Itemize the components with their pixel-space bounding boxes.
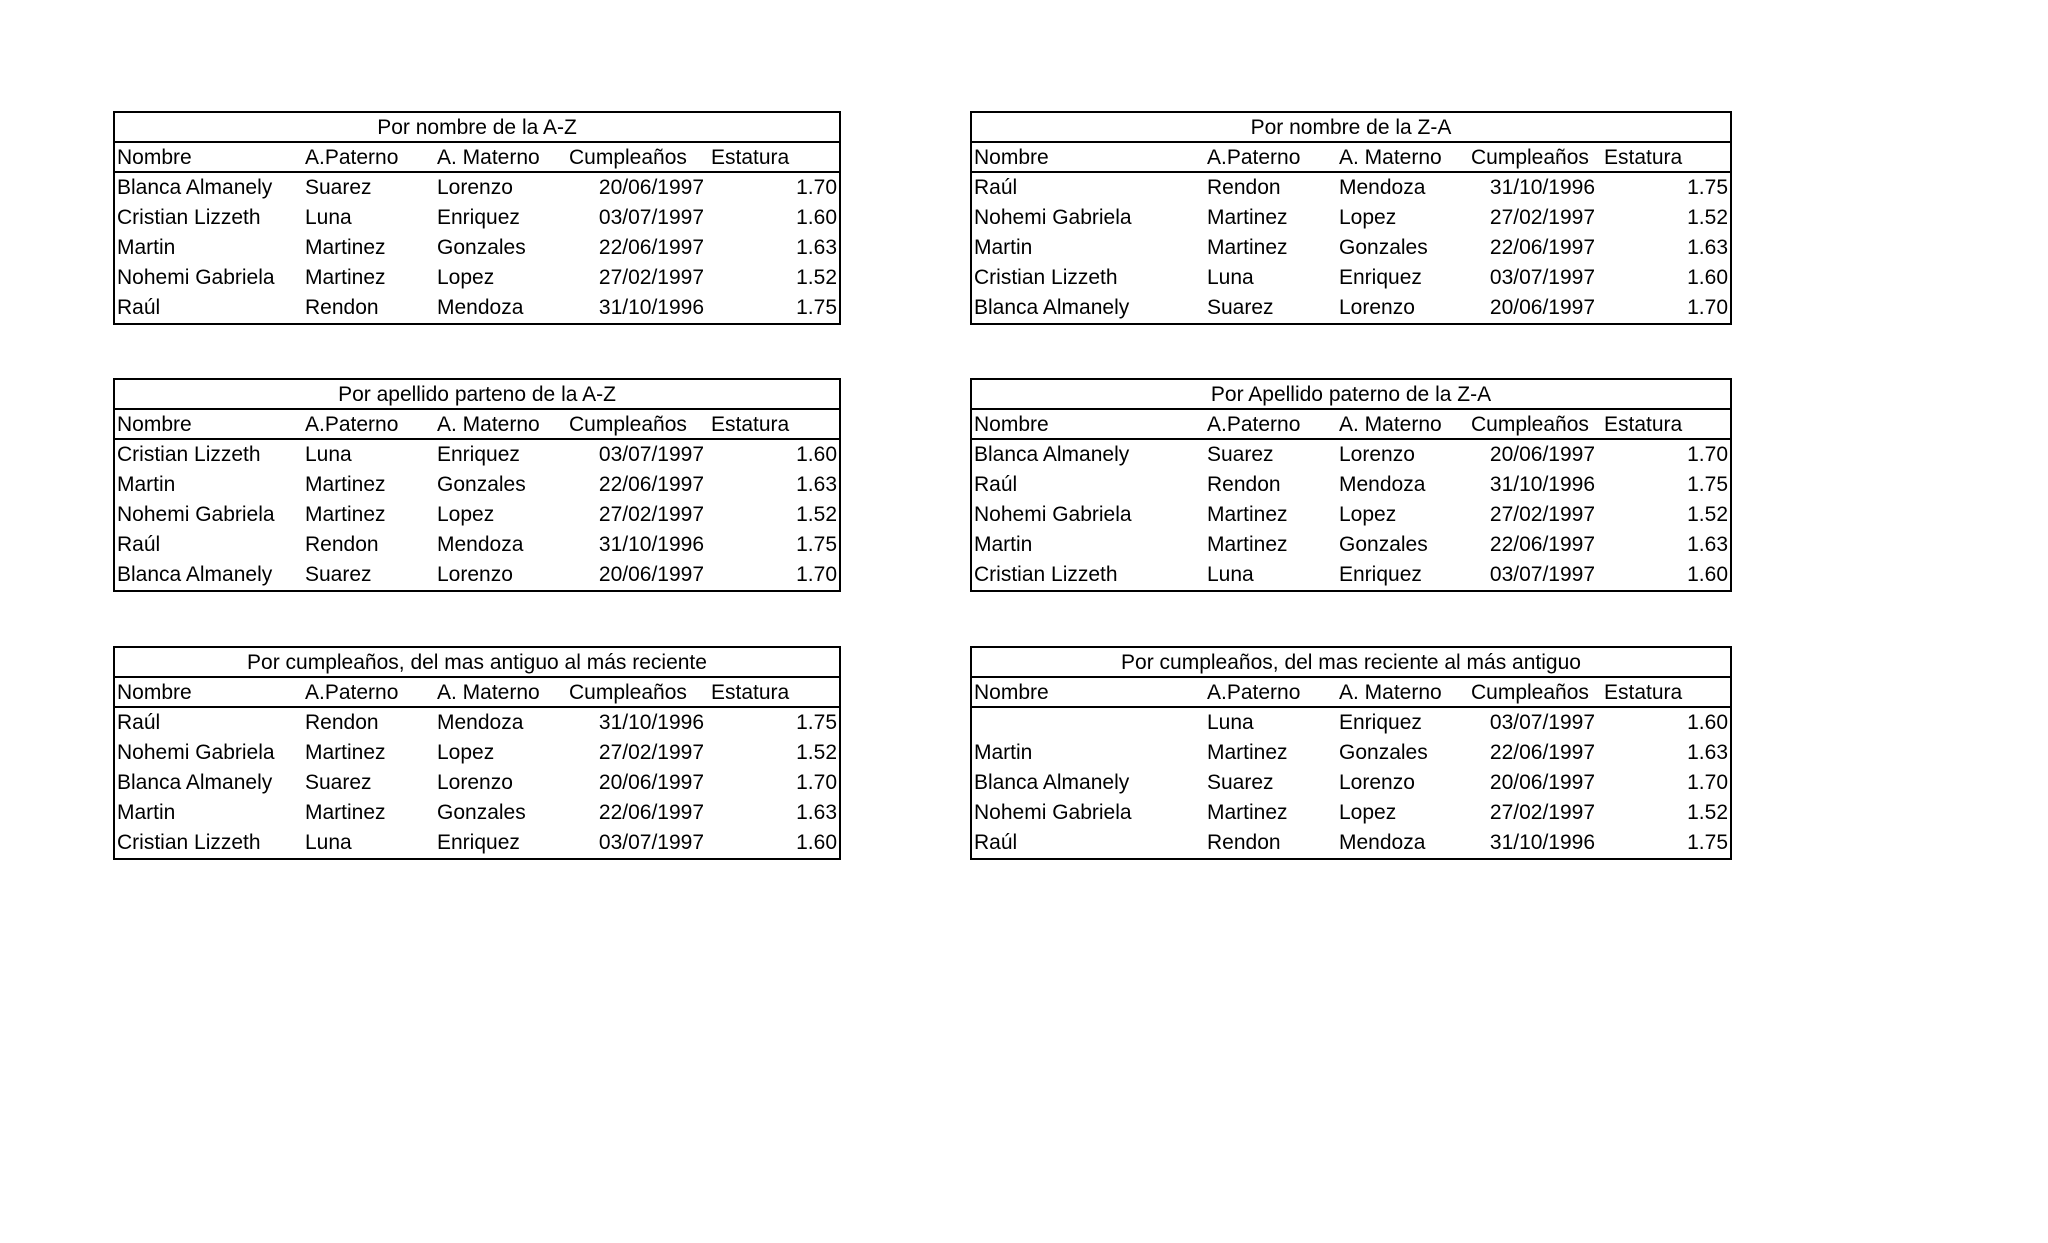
table-row: [115, 798, 839, 828]
cell-amaterno: Gonzales: [437, 473, 526, 496]
header-cumpleanos: Cumpleaños: [569, 413, 687, 436]
cell-apaterno: Martinez: [1207, 503, 1288, 526]
cell-cumpleanos: 31/10/1996: [1489, 473, 1595, 496]
cell-estatura: 1.75: [796, 296, 837, 319]
cell-amaterno: Enriquez: [1339, 711, 1422, 734]
header-amaterno: A. Materno: [1339, 146, 1442, 169]
cell-amaterno: Lorenzo: [1339, 443, 1415, 466]
header-nombre: Nombre: [117, 681, 192, 704]
cell-estatura: 1.60: [796, 831, 837, 854]
cell-amaterno: Lopez: [437, 266, 495, 289]
header-apaterno: A.Paterno: [305, 413, 399, 436]
cell-amaterno: Mendoza: [437, 711, 524, 734]
header-estatura: Estatura: [1604, 681, 1683, 704]
cell-apaterno: Rendon: [1207, 176, 1281, 199]
table-row: [115, 203, 839, 233]
cell-amaterno: Enriquez: [437, 831, 520, 854]
cell-amaterno: Mendoza: [1339, 831, 1426, 854]
table-cumple-reciente-antiguo: [970, 646, 1732, 860]
cell-nombre: Cristian Lizzeth: [117, 831, 261, 854]
cell-cumpleanos: 27/02/1997: [598, 741, 704, 764]
cell-estatura: 1.63: [796, 236, 837, 259]
cell-estatura: 1.75: [796, 533, 837, 556]
cell-estatura: 1.52: [796, 266, 837, 289]
cell-nombre: Raúl: [117, 711, 161, 734]
cell-amaterno: Mendoza: [437, 296, 524, 319]
table-title: Por cumpleaños, del mas reciente al más antiguo: [972, 648, 1730, 678]
table-row: [972, 738, 1730, 768]
cell-nombre: Martin: [117, 473, 176, 496]
cell-cumpleanos: 20/06/1997: [598, 771, 704, 794]
cell-amaterno: Enriquez: [1339, 266, 1422, 289]
cell-estatura: 1.70: [1687, 296, 1728, 319]
cell-nombre: Cristian Lizzeth: [974, 563, 1118, 586]
header-cumpleanos: Cumpleaños: [1471, 413, 1589, 436]
cell-apaterno: Martinez: [1207, 741, 1288, 764]
cell-cumpleanos: 22/06/1997: [1489, 236, 1595, 259]
header-apaterno: A.Paterno: [1207, 681, 1301, 704]
cell-apaterno: Suarez: [1207, 296, 1274, 319]
cell-nombre: Nohemi Gabriela: [974, 206, 1132, 229]
cell-nombre: Raúl: [117, 296, 161, 319]
cell-estatura: 1.60: [796, 206, 837, 229]
cell-estatura: 1.75: [1687, 831, 1728, 854]
cell-amaterno: Mendoza: [1339, 176, 1426, 199]
cell-apaterno: Martinez: [1207, 236, 1288, 259]
cell-apaterno: Suarez: [305, 176, 372, 199]
header-estatura: Estatura: [711, 146, 790, 169]
cell-cumpleanos: 27/02/1997: [1489, 801, 1595, 824]
header-estatura: Estatura: [711, 413, 790, 436]
cell-cumpleanos: 03/07/1997: [1489, 563, 1595, 586]
cell-amaterno: Enriquez: [437, 443, 520, 466]
table-title: Por nombre de la Z-A: [972, 113, 1730, 143]
cell-nombre: Nohemi Gabriela: [117, 266, 275, 289]
table-row: [115, 233, 839, 263]
cell-cumpleanos: 03/07/1997: [1489, 266, 1595, 289]
header-estatura: Estatura: [711, 681, 790, 704]
cell-amaterno: Lorenzo: [1339, 296, 1415, 319]
table-row: [972, 560, 1730, 590]
cell-nombre: Martin: [974, 533, 1033, 556]
cell-apaterno: Luna: [305, 206, 352, 229]
header-apaterno: A.Paterno: [305, 146, 399, 169]
cell-amaterno: Gonzales: [437, 801, 526, 824]
header-row: [972, 143, 1730, 173]
header-row: [115, 678, 839, 708]
cell-amaterno: Lopez: [437, 741, 495, 764]
header-amaterno: A. Materno: [437, 681, 540, 704]
cell-apaterno: Martinez: [1207, 801, 1288, 824]
cell-cumpleanos: 31/10/1996: [1489, 831, 1595, 854]
cell-nombre: Nohemi Gabriela: [117, 741, 275, 764]
cell-estatura: 1.70: [1687, 443, 1728, 466]
header-apaterno: A.Paterno: [1207, 146, 1301, 169]
table-row: [972, 293, 1730, 323]
table-row: [115, 173, 839, 203]
header-cumpleanos: Cumpleaños: [569, 681, 687, 704]
header-row: [972, 410, 1730, 440]
cell-estatura: 1.75: [1687, 176, 1728, 199]
cell-amaterno: Lorenzo: [437, 176, 513, 199]
cell-amaterno: Gonzales: [1339, 533, 1428, 556]
table-row: [115, 828, 839, 858]
cell-estatura: 1.70: [796, 771, 837, 794]
cell-cumpleanos: 22/06/1997: [598, 236, 704, 259]
table-row: [972, 708, 1730, 738]
table-row: [972, 470, 1730, 500]
cell-apaterno: Rendon: [305, 296, 379, 319]
table-row: [972, 203, 1730, 233]
table-title: Por cumpleaños, del mas antiguo al más reciente: [115, 648, 839, 678]
table-row: [115, 500, 839, 530]
cell-nombre: Raúl: [117, 533, 161, 556]
header-row: [115, 410, 839, 440]
cell-estatura: 1.75: [1687, 473, 1728, 496]
table-title: Por Apellido paterno de la Z-A: [972, 380, 1730, 410]
cell-apaterno: Martinez: [1207, 206, 1288, 229]
cell-apaterno: Martinez: [305, 473, 386, 496]
cell-cumpleanos: 27/02/1997: [1489, 206, 1595, 229]
header-cumpleanos: Cumpleaños: [1471, 146, 1589, 169]
table-name-az: [113, 111, 841, 325]
cell-cumpleanos: 20/06/1997: [598, 176, 704, 199]
table-row: [115, 560, 839, 590]
cell-apaterno: Rendon: [305, 533, 379, 556]
header-nombre: Nombre: [974, 681, 1049, 704]
cell-apaterno: Martinez: [305, 236, 386, 259]
cell-estatura: 1.63: [1687, 533, 1728, 556]
cell-amaterno: Mendoza: [437, 533, 524, 556]
table-row: [972, 530, 1730, 560]
cell-estatura: 1.52: [1687, 206, 1728, 229]
header-nombre: Nombre: [974, 146, 1049, 169]
cell-nombre: Blanca Almanely: [117, 563, 273, 586]
table-row: [115, 768, 839, 798]
table-title: Por apellido parteno de la A-Z: [115, 380, 839, 410]
cell-amaterno: Lorenzo: [1339, 771, 1415, 794]
cell-estatura: 1.70: [796, 563, 837, 586]
cell-cumpleanos: 22/06/1997: [598, 473, 704, 496]
cell-cumpleanos: 20/06/1997: [598, 563, 704, 586]
table-row: [972, 500, 1730, 530]
cell-amaterno: Mendoza: [1339, 473, 1426, 496]
table-apellido-az: [113, 378, 841, 592]
cell-nombre: Raúl: [974, 831, 1018, 854]
cell-apaterno: Rendon: [1207, 831, 1281, 854]
cell-amaterno: Lorenzo: [437, 563, 513, 586]
cell-cumpleanos: 27/02/1997: [1489, 503, 1595, 526]
cell-nombre: Cristian Lizzeth: [974, 266, 1118, 289]
header-cumpleanos: Cumpleaños: [1471, 681, 1589, 704]
cell-estatura: 1.63: [796, 473, 837, 496]
cell-apaterno: Rendon: [1207, 473, 1281, 496]
header-estatura: Estatura: [1604, 413, 1683, 436]
header-nombre: Nombre: [117, 146, 192, 169]
cell-amaterno: Lopez: [1339, 206, 1397, 229]
table-row: [115, 263, 839, 293]
table-cumple-antiguo-reciente: [113, 646, 841, 860]
cell-apaterno: Martinez: [305, 266, 386, 289]
cell-apaterno: Martinez: [1207, 533, 1288, 556]
cell-cumpleanos: 27/02/1997: [598, 503, 704, 526]
cell-nombre: Martin: [974, 236, 1033, 259]
header-nombre: Nombre: [117, 413, 192, 436]
cell-apaterno: Martinez: [305, 503, 386, 526]
cell-nombre: Nohemi Gabriela: [974, 801, 1132, 824]
cell-nombre: Blanca Almanely: [974, 296, 1130, 319]
cell-nombre: Martin: [974, 741, 1033, 764]
cell-cumpleanos: 31/10/1996: [598, 296, 704, 319]
table-row: [115, 530, 839, 560]
cell-cumpleanos: 22/06/1997: [598, 801, 704, 824]
table-row: [115, 440, 839, 470]
table-apellido-za: [970, 378, 1732, 592]
cell-nombre: Blanca Almanely: [117, 176, 273, 199]
cell-nombre: Blanca Almanely: [974, 443, 1130, 466]
cell-cumpleanos: 22/06/1997: [1489, 741, 1595, 764]
cell-amaterno: Gonzales: [1339, 741, 1428, 764]
cell-estatura: 1.52: [796, 503, 837, 526]
cell-cumpleanos: 31/10/1996: [598, 533, 704, 556]
table-row: [972, 263, 1730, 293]
header-amaterno: A. Materno: [437, 146, 540, 169]
cell-apaterno: Suarez: [305, 563, 372, 586]
cell-estatura: 1.70: [1687, 771, 1728, 794]
table-row: [972, 440, 1730, 470]
cell-estatura: 1.63: [796, 801, 837, 824]
cell-estatura: 1.60: [796, 443, 837, 466]
cell-estatura: 1.63: [1687, 741, 1728, 764]
cell-amaterno: Lopez: [1339, 801, 1397, 824]
cell-amaterno: Enriquez: [1339, 563, 1422, 586]
cell-cumpleanos: 20/06/1997: [1489, 443, 1595, 466]
cell-nombre: Martin: [117, 236, 176, 259]
cell-apaterno: Luna: [1207, 266, 1254, 289]
cell-estatura: 1.52: [1687, 503, 1728, 526]
cell-amaterno: Gonzales: [1339, 236, 1428, 259]
cell-cumpleanos: 31/10/1996: [598, 711, 704, 734]
cell-apaterno: Luna: [305, 831, 352, 854]
cell-nombre: Nohemi Gabriela: [117, 503, 275, 526]
cell-amaterno: Gonzales: [437, 236, 526, 259]
cell-estatura: 1.75: [796, 711, 837, 734]
header-amaterno: A. Materno: [1339, 413, 1442, 436]
cell-apaterno: Rendon: [305, 711, 379, 734]
cell-cumpleanos: 27/02/1997: [598, 266, 704, 289]
cell-cumpleanos: 03/07/1997: [1489, 711, 1595, 734]
header-cumpleanos: Cumpleaños: [569, 146, 687, 169]
table-row: [115, 708, 839, 738]
table-name-za: [970, 111, 1732, 325]
header-apaterno: A.Paterno: [1207, 413, 1301, 436]
cell-estatura: 1.52: [1687, 801, 1728, 824]
table-row: [972, 768, 1730, 798]
cell-nombre: Raúl: [974, 473, 1018, 496]
cell-apaterno: Luna: [1207, 711, 1254, 734]
cell-cumpleanos: 20/06/1997: [1489, 296, 1595, 319]
cell-nombre: Raúl: [974, 176, 1018, 199]
table-row: [972, 173, 1730, 203]
header-amaterno: A. Materno: [1339, 681, 1442, 704]
cell-cumpleanos: 03/07/1997: [598, 443, 704, 466]
cell-apaterno: Martinez: [305, 801, 386, 824]
table-row: [972, 828, 1730, 858]
cell-nombre: Martin: [117, 801, 176, 824]
cell-estatura: 1.63: [1687, 236, 1728, 259]
cell-apaterno: Suarez: [305, 771, 372, 794]
header-row: [115, 143, 839, 173]
cell-estatura: 1.52: [796, 741, 837, 764]
header-estatura: Estatura: [1604, 146, 1683, 169]
cell-amaterno: Enriquez: [437, 206, 520, 229]
header-nombre: Nombre: [974, 413, 1049, 436]
cell-apaterno: Martinez: [305, 741, 386, 764]
header-row: [972, 678, 1730, 708]
cell-cumpleanos: 03/07/1997: [598, 206, 704, 229]
cell-nombre: Nohemi Gabriela: [974, 503, 1132, 526]
cell-amaterno: Lopez: [1339, 503, 1397, 526]
cell-cumpleanos: 03/07/1997: [598, 831, 704, 854]
cell-estatura: 1.60: [1687, 563, 1728, 586]
cell-cumpleanos: 31/10/1996: [1489, 176, 1595, 199]
cell-apaterno: Suarez: [1207, 771, 1274, 794]
header-amaterno: A. Materno: [437, 413, 540, 436]
cell-apaterno: Luna: [1207, 563, 1254, 586]
cell-apaterno: Suarez: [1207, 443, 1274, 466]
cell-estatura: 1.60: [1687, 266, 1728, 289]
cell-estatura: 1.60: [1687, 711, 1728, 734]
cell-nombre: Blanca Almanely: [974, 771, 1130, 794]
cell-nombre: Cristian Lizzeth: [117, 443, 261, 466]
table-row: [115, 470, 839, 500]
table-title: Por nombre de la A-Z: [115, 113, 839, 143]
cell-cumpleanos: 20/06/1997: [1489, 771, 1595, 794]
cell-cumpleanos: 22/06/1997: [1489, 533, 1595, 556]
cell-estatura: 1.70: [796, 176, 837, 199]
cell-amaterno: Lorenzo: [437, 771, 513, 794]
cell-nombre: Blanca Almanely: [117, 771, 273, 794]
table-row: [115, 738, 839, 768]
cell-nombre: Cristian Lizzeth: [117, 206, 261, 229]
cell-apaterno: Luna: [305, 443, 352, 466]
table-row: [972, 798, 1730, 828]
table-row: [972, 233, 1730, 263]
table-row: [115, 293, 839, 323]
header-apaterno: A.Paterno: [305, 681, 399, 704]
cell-amaterno: Lopez: [437, 503, 495, 526]
